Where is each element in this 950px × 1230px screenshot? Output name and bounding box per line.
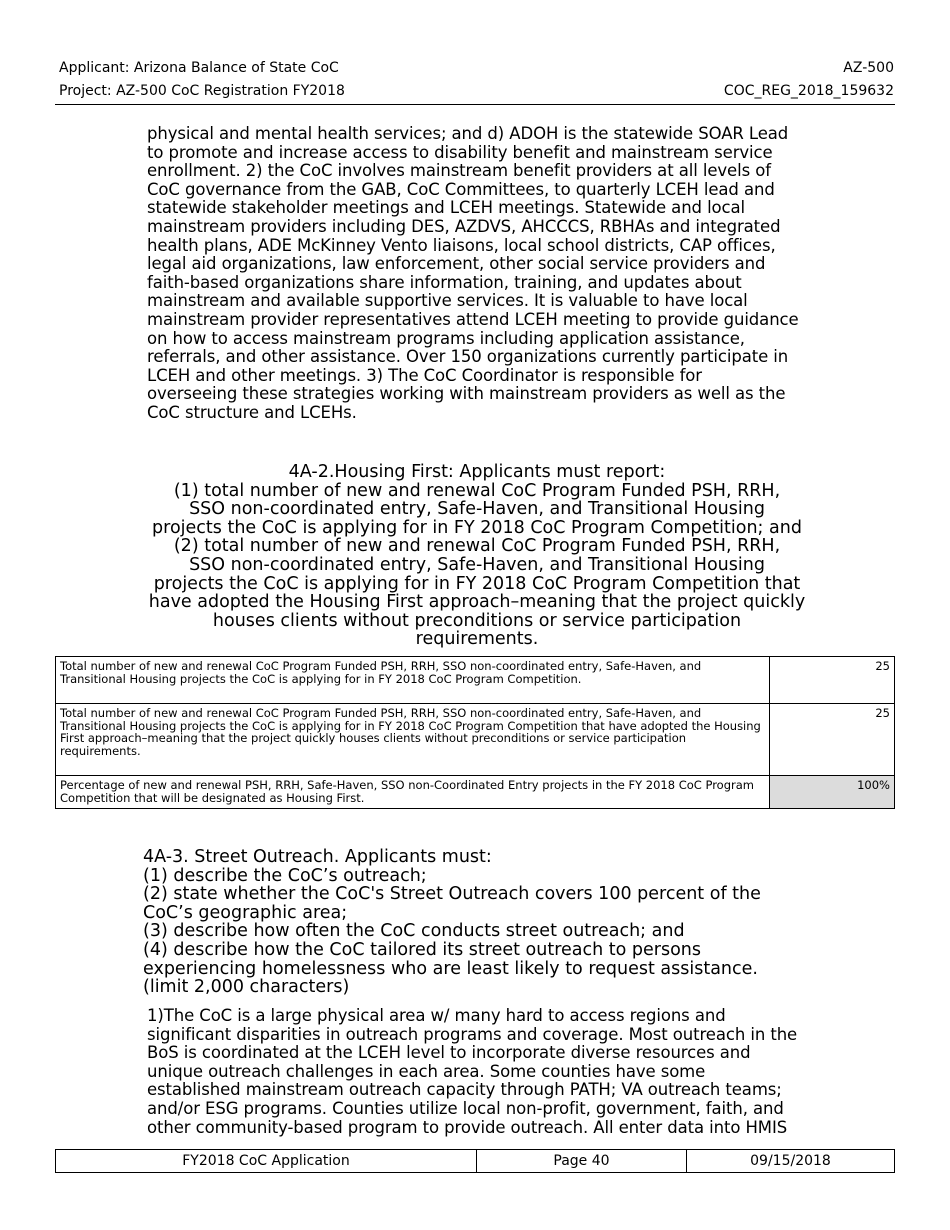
page-footer — [55, 1149, 895, 1173]
project-label: Project: AZ-500 CoC Registration FY2018 — [59, 83, 345, 99]
housing-first-table — [55, 656, 895, 809]
previous-answer-continuation: physical and mental health services; and d) ADOH is the statewide SOAR Lead to promote and increase access to disability benefit and mainstream service enrollment. 2) the CoC involves mainstream benefit providers at all levels of CoC governance from the GAB, CoC Committees, to quarterly LCEH lead and statewide stakeholder meetings and LCEH meetings. Statewide and local mainstream providers including DES, AZDVS, AHCCCS, RBHAs and integrated health plans, ADE McKinney Vento liaisons, local school districts, CAP offices, legal aid organizations, law enforcement, other social service providers and faith-based organizations share information, training, and updates about mainstream and available supportive services. It is valuable to have local mainstream provider representatives attend LCEH meeting to provide guidance on how to access mainstream programs including application assistance, referrals, and other assistance. Over 150 organizations currently participate in LCEH and other meetings. 3) The CoC Coordinator is responsible for overseeing these strategies working with mainstream providers as well as the CoC structure and LCEHs. — [147, 124, 799, 422]
question-4a2-housing-first: 4A-2.Housing First: Applicants must report: (1) total number of new and renewal CoC Program Funded PSH, RRH, SSO non-coordinated entry, Safe-Haven, and Transitional Housing projects the CoC is applying for in FY 2018 CoC Program Competition; and (2) total number of new and renewal CoC Program Funded PSH, RRH, SSO non-coordinated entry, Safe-Haven, and Transitional Housing projects the CoC is applying for in FY 2018 CoC Program Competition that have adopted the Housing First approach–meaning that the project quickly houses clients without preconditions or service participation requirements. — [148, 462, 806, 650]
coc-code: AZ-500 — [843, 60, 894, 76]
row-question: Total number of new and renewal CoC Program Funded PSH, RRH, SSO non-coordinated entry, Safe-Haven, and Transitional Housing projects the CoC is applying for in FY 2018 CoC Program Competition. — [56, 657, 770, 704]
question-4a3-street-outreach: 4A-3. Street Outreach. Applicants must: (1) describe the CoC’s outreach; (2) state whether the CoC's Street Outreach covers 100 percent of the CoC’s geographic area; (3) describe how often the CoC conducts street outreach; and (4) describe how the CoC tailored its street outreach to persons experiencing homelessness who are least likely to request assistance. (limit 2,000 characters) — [143, 847, 761, 998]
footer-date: 09/15/2018 — [687, 1150, 895, 1173]
table-row — [56, 776, 895, 809]
row-value: 25 — [770, 657, 895, 704]
answer-4a3: 1)The CoC is a large physical area w/ many hard to access regions and significant disparities in outreach programs and coverage. Most outreach in the BoS is coordinated at the LCEH level to incorporate diverse resources and unique outreach challenges in each area. Some counties have some established mainstream outreach capacity through PATH; VA outreach teams; and/or ESG programs. Counties utilize local non-profit, government, faith, and other community-based program to provide outreach. All enter data into HMIS — [147, 1006, 798, 1137]
row-value: 25 — [770, 704, 895, 776]
table-row — [56, 704, 895, 776]
footer-page-number: Page 40 — [477, 1150, 687, 1173]
page-header — [59, 57, 894, 103]
applicant-label: Applicant: Arizona Balance of State CoC — [59, 60, 339, 76]
header-divider — [55, 104, 895, 105]
footer-app-name: FY2018 CoC Application — [56, 1150, 477, 1173]
row-question: Total number of new and renewal CoC Program Funded PSH, RRH, SSO non-coordinated entry, Safe-Haven, and Transitional Housing projects the CoC is applying for in FY 2018 CoC Program Competition that have adopted the Housing First approach–meaning that the project quickly houses clients without preconditions or service participation requirements. — [56, 704, 770, 776]
registration-id: COC_REG_2018_159632 — [723, 83, 894, 99]
row-value: 100% — [770, 776, 895, 809]
table-row — [56, 657, 895, 704]
row-question: Percentage of new and renewal PSH, RRH, Safe-Haven, SSO non-Coordinated Entry projects in the FY 2018 CoC Program Competition that will be designated as Housing First. — [56, 776, 770, 809]
